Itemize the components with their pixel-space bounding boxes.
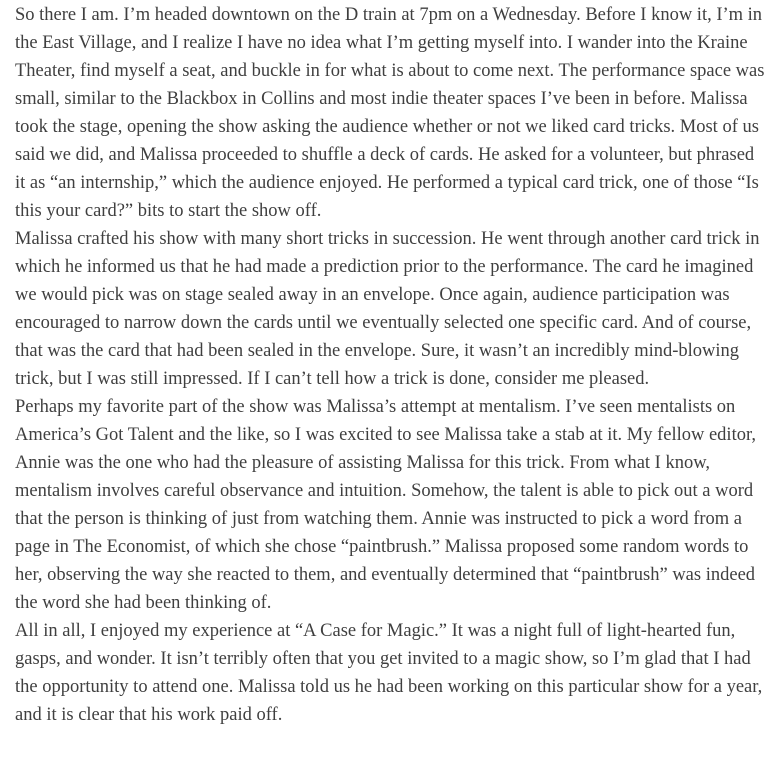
paragraph-4: All in all, I enjoyed my experience at “A Case for Magic.” It was a night full of light-hearted fun, gasps, and wonder. It isn’t terribly often that you get invited to a magic show, so I’m glad that I had the opportunity to attend one. Malissa told us he had been working on this particular show for a year, and it is clear that his work paid off. [15,621,763,725]
paragraph-3: Perhaps my favorite part of the show was Malissa’s attempt at mentalism. I’ve seen mentalists on America’s Got Talent and the like, so I was excited to see Malissa take a stab at it. My fellow editor, Annie was the one who had the pleasure of assisting Malissa for this trick. From what I know, mentalism involves careful observance and intuition. Somehow, the talent is able to pick out a word that the person is thinking of just from watching them. Annie was instructed to pick a word from a page in The Economist, of which she chose “paintbrush.” Malissa proposed some random words to her, observing the way she reacted to them, and eventually determined that “paintbrush” was indeed the word she had been thinking of. [15,397,757,613]
paragraph-2: Malissa crafted his show with many short tricks in succession. He went through another card trick in which he informed us that he had made a prediction prior to the performance. The card he imagined we would pick was on stage sealed away in an envelope. Once again, audience participation was encouraged to narrow down the cards until we eventually selected one specific card. And of course, that was the card that had been sealed in the envelope. Sure, it wasn’t an incredibly mind-blowing trick, but I was still impressed. If I can’t tell how a trick is done, consider me pleased. [15,229,760,389]
paragraph-1: So there I am. I’m headed downtown on the D train at 7pm on a Wednesday. Before I know it, I’m in the East Village, and I realize I have no idea what I’m getting myself into. I wander into the Kraine Theater, find myself a seat, and buckle in for what is about to come next. The performance space was small, similar to the Blackbox in Collins and most indie theater spaces I’ve been in before. Malissa took the stage, opening the show asking the audience whether or not we liked card tricks. Most of us said we did, and Malissa proceeded to shuffle a deck of cards. He asked for a volunteer, but phrased it as “an internship,” which the audience enjoyed. He performed a typical card trick, one of those “Is this your card?” bits to start the show off. [15,5,765,221]
